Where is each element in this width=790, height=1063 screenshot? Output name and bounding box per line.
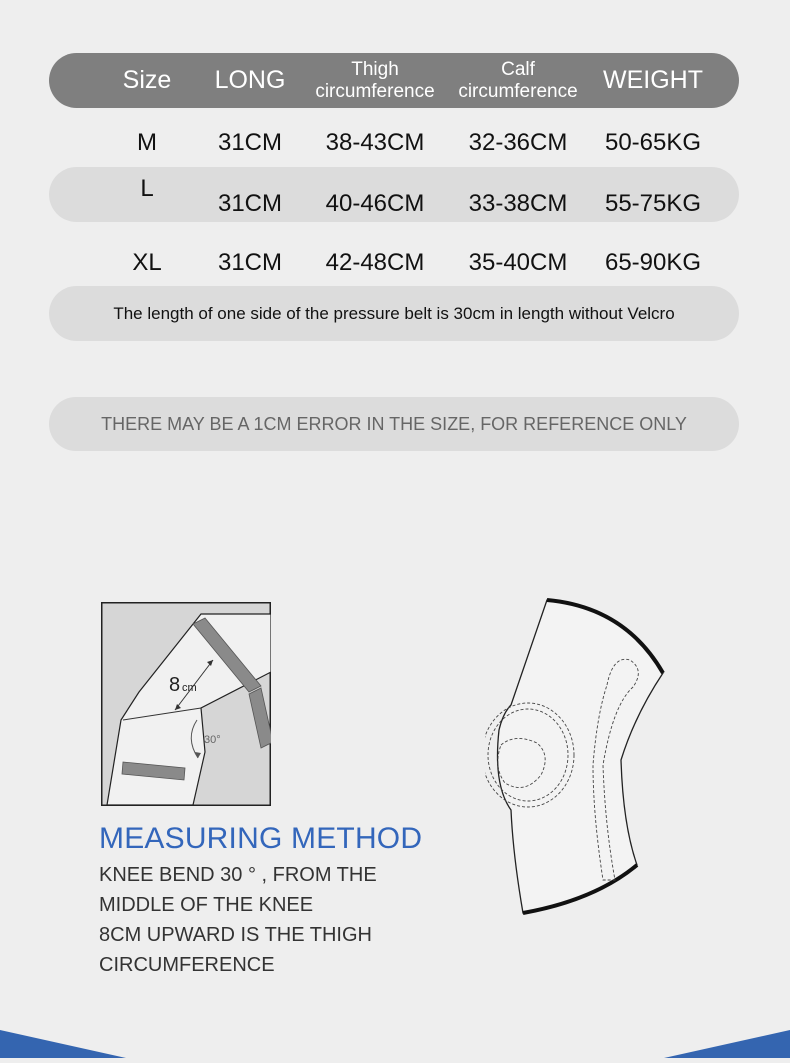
cell-size: XL [132, 248, 162, 276]
cell-thigh: 38-43CM [325, 128, 425, 156]
table-row [49, 167, 739, 222]
cell-thigh: 42-48CM [325, 248, 425, 276]
cell-weight: 50-65KG [604, 128, 702, 156]
cell-weight: 65-90KG [604, 248, 702, 276]
diagram-unit: cm [182, 682, 197, 694]
diagram-angle: 30° [204, 734, 221, 746]
header-thigh [311, 53, 439, 108]
cell-long: 31CM [217, 189, 283, 217]
pressure-belt-note: The length of one side of the pressure belt is 30cm in length without Velcro [49, 286, 739, 341]
cell-long: 31CM [217, 248, 283, 276]
cell-size: M [137, 128, 157, 156]
header-thigh-line1: Thigh [351, 58, 399, 80]
method-line: MIDDLE OF THE KNEE [99, 894, 314, 916]
method-line: 8CM UPWARD IS THE THIGH [99, 924, 372, 946]
cell-calf: 35-40CM [468, 248, 568, 276]
header-long: LONG [214, 66, 286, 94]
footer-decoration [0, 1028, 790, 1058]
header-size: Size [122, 66, 172, 94]
cell-long: 31CM [217, 128, 283, 156]
header-thigh-line2: circumference [315, 80, 435, 102]
measuring-method-title: MEASURING METHOD [99, 822, 423, 855]
method-line: KNEE BEND 30 ° , FROM THE [99, 864, 377, 886]
diagram-distance: 8 [169, 674, 181, 696]
cell-calf: 33-38CM [468, 189, 568, 217]
header-calf-line2: circumference [458, 80, 578, 102]
header-weight: WEIGHT [603, 66, 703, 94]
method-line: CIRCUMFERENCE [99, 954, 275, 976]
size-table-header [49, 53, 739, 108]
cell-size: L [140, 174, 154, 202]
cell-thigh: 40-46CM [325, 189, 425, 217]
table-row [49, 235, 739, 290]
size-error-warning: THERE MAY BE A 1CM ERROR IN THE SIZE, FOR REFERENCE ONLY [49, 397, 739, 451]
header-calf-line1: Calf [501, 58, 535, 80]
knee-measure-diagram [101, 602, 271, 806]
cell-calf: 32-36CM [468, 128, 568, 156]
knee-sleeve-illustration [485, 595, 675, 920]
cell-weight: 55-75KG [604, 189, 702, 217]
header-calf [449, 53, 587, 108]
